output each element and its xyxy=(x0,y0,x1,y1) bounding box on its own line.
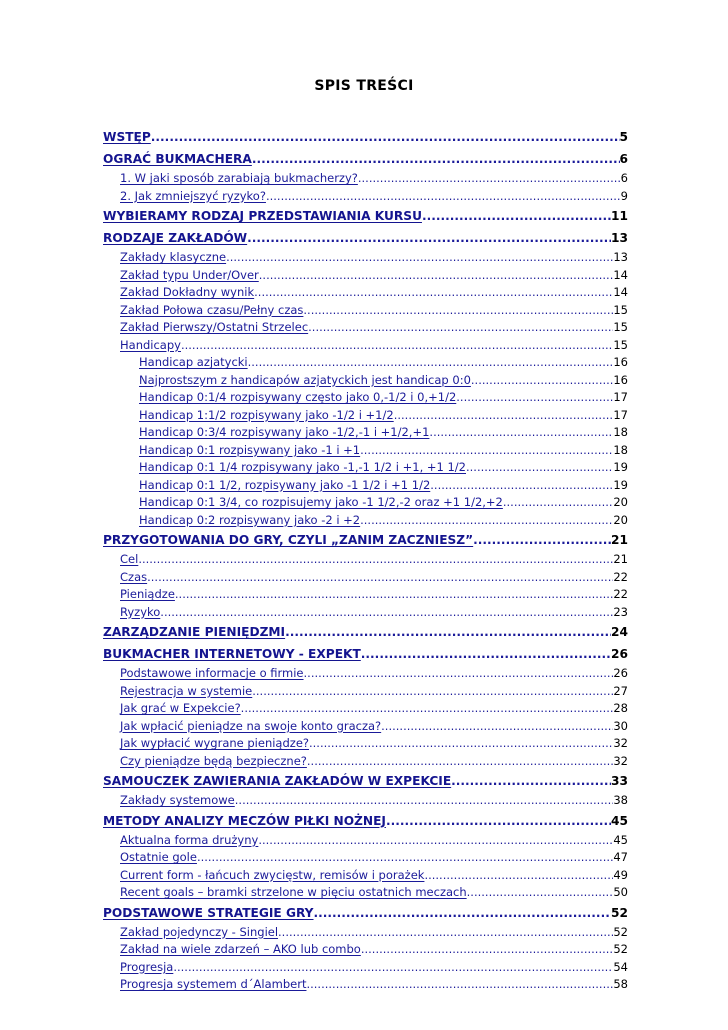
page-number: 32 xyxy=(613,753,628,768)
toc-entry-link[interactable]: Zakład Połowa czasu/Pełny czas xyxy=(120,302,304,317)
dot-leader xyxy=(160,604,613,622)
page-number: 14 xyxy=(613,267,628,282)
toc-entry-link[interactable]: Zakład typu Under/Over xyxy=(120,267,259,282)
dot-leader xyxy=(226,249,613,267)
page-number: 9 xyxy=(620,188,628,203)
toc-entry-link[interactable]: Handicap 0:1 rozpisywany jako -1 i +1 xyxy=(139,442,361,457)
toc-entry[interactable] xyxy=(103,569,628,587)
page-number: 18 xyxy=(613,425,628,439)
toc-entry[interactable] xyxy=(103,902,628,924)
toc-entry[interactable] xyxy=(103,459,628,477)
page-number: 45 xyxy=(613,832,628,847)
toc-entry[interactable] xyxy=(103,407,628,425)
dot-leader xyxy=(181,337,613,355)
page-number: 16 xyxy=(613,355,628,369)
toc-entry-link[interactable]: OGRAĆ BUKMACHERA xyxy=(103,152,252,166)
toc-entry-link[interactable]: RODZAJE ZAKŁADÓW xyxy=(103,231,248,245)
page-number: 19 xyxy=(613,460,628,474)
page-number: 20 xyxy=(613,512,628,527)
toc-entry-link[interactable]: Handicap 0:1 1/4 rozpisywany jako -1,-1 1/2 i +1, +1 1/2 xyxy=(139,460,466,474)
toc-entry[interactable] xyxy=(103,249,628,267)
toc-entry-link[interactable]: Ryzyko xyxy=(120,604,161,619)
page-number: 49 xyxy=(613,867,628,882)
toc-entry[interactable] xyxy=(103,227,628,249)
toc-entry[interactable] xyxy=(103,867,628,885)
toc-entry[interactable] xyxy=(103,643,628,665)
toc-entry[interactable] xyxy=(103,735,628,753)
dot-leader xyxy=(451,770,611,792)
dot-leader xyxy=(360,442,613,460)
toc-entry[interactable] xyxy=(103,512,628,530)
toc-entry-link[interactable]: Aktualna forma drużyny xyxy=(120,832,259,847)
toc-entry-link[interactable]: PODSTAWOWE STRATEGIE GRY xyxy=(103,905,314,920)
page-number: 26 xyxy=(613,666,628,680)
toc-entry-link[interactable]: 1. W jaki sposób zarabiają bukmacherzy? xyxy=(120,171,358,185)
toc-entry[interactable] xyxy=(103,494,628,512)
toc-entry-link[interactable]: BUKMACHER INTERNETOWY - EXPEKT xyxy=(103,647,361,661)
toc-entry[interactable] xyxy=(103,665,628,683)
toc-entry[interactable] xyxy=(103,354,628,372)
page-number: 15 xyxy=(613,320,628,334)
toc-entry-link[interactable]: Cel xyxy=(120,552,139,566)
table-of-contents xyxy=(103,126,628,994)
page-number: 38 xyxy=(613,793,628,807)
toc-entry-link[interactable]: Czy pieniądze będą bezpieczne? xyxy=(120,753,307,768)
dot-leader xyxy=(358,170,621,188)
toc-entry[interactable] xyxy=(103,148,628,170)
toc-entry[interactable] xyxy=(103,424,628,442)
page-number: 6 xyxy=(620,171,628,185)
toc-entry[interactable] xyxy=(103,389,628,407)
dot-leader xyxy=(473,529,611,551)
dot-leader xyxy=(278,924,613,942)
toc-entry-link[interactable]: Zakład na wiele zdarzeń – AKO lub combo xyxy=(120,942,361,956)
toc-entry[interactable] xyxy=(103,477,628,495)
toc-entry[interactable] xyxy=(103,770,628,792)
dot-leader xyxy=(429,424,613,442)
toc-entry[interactable] xyxy=(103,551,628,569)
toc-entry-link[interactable]: Podstawowe informacje o firmie xyxy=(120,666,304,680)
toc-entry[interactable] xyxy=(103,621,628,643)
toc-entry-link[interactable]: PRZYGOTOWANIA DO GRY, CZYLI „ZANIM ZACZNIESZ” xyxy=(103,533,474,547)
toc-entry[interactable] xyxy=(103,586,628,604)
page-title: SPIS TREŚCI xyxy=(314,78,414,94)
toc-entry[interactable] xyxy=(103,267,628,285)
dot-leader xyxy=(466,459,613,477)
page-number: 22 xyxy=(613,569,628,584)
dot-leader xyxy=(503,494,613,512)
toc-entry[interactable] xyxy=(103,884,628,902)
toc-entry-link[interactable]: Handicapy xyxy=(120,337,181,352)
toc-entry-link[interactable]: Zakłady klasyczne xyxy=(120,250,227,264)
page-number: 32 xyxy=(613,736,628,750)
page-number: 52 xyxy=(613,924,628,939)
dot-leader xyxy=(252,683,613,701)
toc-entry-link[interactable]: Handicap 0:3/4 rozpisywany jako -1/2,-1 i +1/2,+1 xyxy=(139,425,430,439)
toc-entry-link[interactable]: Handicap 0:1 1/2, rozpisywany jako -1 1/2 i +1 1/2 xyxy=(139,477,431,492)
toc-entry-link[interactable]: Zakład Dokładny wynik xyxy=(120,285,255,299)
toc-entry-link[interactable]: Najprostszym z handicapów azjatyckich jest handicap 0:0 xyxy=(139,372,471,387)
dot-leader xyxy=(235,792,614,810)
page-number: 18 xyxy=(613,442,628,457)
dot-leader xyxy=(306,976,613,994)
page-number: 23 xyxy=(613,604,628,619)
dot-leader xyxy=(308,319,613,337)
page-number: 17 xyxy=(613,407,628,422)
toc-entry[interactable] xyxy=(103,372,628,390)
toc-entry-link[interactable]: Czas xyxy=(120,569,148,584)
dot-leader xyxy=(303,302,613,320)
toc-entry[interactable] xyxy=(103,205,628,227)
toc-entry-link[interactable]: Current form - łańcuch zwycięstw, remisów i porażek xyxy=(120,867,425,882)
page-number: 45 xyxy=(611,813,628,828)
page-number: 15 xyxy=(613,302,628,317)
toc-entry[interactable] xyxy=(103,188,628,206)
page-number: 28 xyxy=(613,701,628,715)
toc-entry[interactable] xyxy=(103,302,628,320)
dot-leader xyxy=(424,867,613,885)
toc-entry[interactable] xyxy=(103,170,628,188)
page-number: 13 xyxy=(613,250,628,264)
page-number: 20 xyxy=(613,495,628,509)
toc-entry-link[interactable]: Jak grać w Expekcie? xyxy=(120,701,241,715)
page-number: 19 xyxy=(613,477,628,492)
page-number: 16 xyxy=(613,372,628,387)
toc-entry[interactable] xyxy=(103,126,628,148)
dot-leader xyxy=(381,718,613,736)
page-number: 17 xyxy=(613,390,628,404)
toc-entry-link[interactable]: Jak wypłacić wygrane pieniądze? xyxy=(120,736,309,750)
toc-entry[interactable] xyxy=(103,284,628,302)
toc-entry-link[interactable]: METODY ANALIZY MECZÓW PIŁKI NOŻNEJ xyxy=(103,813,386,828)
toc-entry-link[interactable]: Jak wpłacić pieniądze na swoje konto gracza? xyxy=(120,718,382,733)
toc-entry[interactable] xyxy=(103,442,628,460)
page-number: 26 xyxy=(611,647,628,661)
toc-entry-link[interactable]: Zakład pojedynczy - Singiel xyxy=(120,924,279,939)
dot-leader xyxy=(471,372,613,390)
toc-entry[interactable] xyxy=(103,604,628,622)
dot-leader xyxy=(422,205,611,227)
toc-entry[interactable] xyxy=(103,319,628,337)
toc-entry[interactable] xyxy=(103,924,628,942)
dot-leader xyxy=(361,643,611,665)
page-number: 52 xyxy=(613,942,628,956)
dot-leader xyxy=(241,700,614,718)
toc-entry-link[interactable]: Ostatnie gole xyxy=(120,850,197,864)
page-number: 58 xyxy=(613,977,628,991)
page-number: 14 xyxy=(613,285,628,299)
dot-leader xyxy=(285,621,611,643)
dot-leader xyxy=(314,902,612,924)
dot-leader xyxy=(360,512,613,530)
toc-entry[interactable] xyxy=(103,683,628,701)
toc-entry[interactable] xyxy=(103,976,628,994)
dot-leader xyxy=(151,126,620,148)
dot-leader xyxy=(252,148,620,170)
dot-leader xyxy=(147,569,613,587)
page-number: 11 xyxy=(611,209,628,223)
dot-leader xyxy=(173,959,613,977)
toc-entry[interactable] xyxy=(103,337,628,355)
toc-entry[interactable] xyxy=(103,959,628,977)
dot-leader xyxy=(266,188,621,206)
toc-entry-link[interactable]: Handicap 0:1/4 rozpisywany często jako 0,-1/2 i 0,+1/2 xyxy=(139,390,457,404)
toc-entry-link[interactable]: Progresja xyxy=(120,959,174,974)
page-number: 24 xyxy=(611,625,628,639)
dot-leader xyxy=(259,267,614,285)
toc-entry-link[interactable]: Handicap 0:2 rozpisywany jako -2 i +2 xyxy=(139,512,361,527)
toc-entry[interactable] xyxy=(103,941,628,959)
page-number: 30 xyxy=(613,718,628,733)
page-number: 33 xyxy=(611,774,628,788)
toc-entry-link[interactable]: Handicap azjatycki xyxy=(139,355,248,369)
page-number: 15 xyxy=(613,337,628,352)
dot-leader xyxy=(304,665,614,683)
toc-entry[interactable] xyxy=(103,529,628,551)
toc-entry[interactable] xyxy=(103,849,628,867)
page-number: 22 xyxy=(613,587,628,601)
dot-leader xyxy=(175,586,613,604)
page-number: 5 xyxy=(619,130,628,144)
dot-leader xyxy=(361,941,614,959)
dot-leader xyxy=(467,884,614,902)
toc-entry[interactable] xyxy=(103,792,628,810)
toc-entry-link[interactable]: WYBIERAMY RODZAJ PRZEDSTAWIANIA KURSU xyxy=(103,209,422,223)
toc-entry-link[interactable]: Zakład Pierwszy/Ostatni Strzelec xyxy=(120,320,309,334)
page-number: 50 xyxy=(613,885,628,899)
toc-entry-link[interactable]: Handicap 0:1 3/4, co rozpisujemy jako -1 1/2,-2 oraz +1 1/2,+2 xyxy=(139,495,503,509)
toc-entry-link[interactable]: Zakłady systemowe xyxy=(120,793,235,807)
toc-entry[interactable] xyxy=(103,700,628,718)
toc-entry-link[interactable]: Handicap 1:1/2 rozpisywany jako -1/2 i +1/2 xyxy=(139,407,394,422)
dot-leader xyxy=(248,354,614,372)
dot-leader xyxy=(247,227,611,249)
toc-entry[interactable] xyxy=(103,832,628,850)
toc-entry-link[interactable]: Rejestracja w systemie xyxy=(120,683,253,698)
toc-entry-link[interactable]: Pieniądze xyxy=(120,587,175,601)
toc-entry-link[interactable]: 2. Jak zmniejszyć ryzyko? xyxy=(120,188,266,203)
toc-entry-link[interactable]: WSTĘP xyxy=(103,130,151,144)
page-number: 52 xyxy=(611,905,628,920)
dot-leader xyxy=(309,735,613,753)
page-number: 6 xyxy=(619,152,628,166)
page-number: 27 xyxy=(613,683,628,698)
page-number: 47 xyxy=(613,850,628,864)
toc-entry-link[interactable]: SAMOUCZEK ZAWIERANIA ZAKŁADÓW W EXPEKCIE xyxy=(103,774,452,788)
toc-entry[interactable] xyxy=(103,810,628,832)
dot-leader xyxy=(307,753,613,771)
toc-entry-link[interactable]: ZARZĄDZANIE PIENIĘDZMI xyxy=(103,625,286,639)
toc-entry[interactable] xyxy=(103,718,628,736)
page-number: 21 xyxy=(613,552,628,566)
dot-leader xyxy=(430,477,613,495)
dot-leader xyxy=(456,389,613,407)
dot-leader xyxy=(258,832,613,850)
page-number: 54 xyxy=(613,959,628,974)
dot-leader xyxy=(138,551,613,569)
dot-leader xyxy=(197,849,613,867)
toc-entry-link[interactable]: Progresja systemem d´Alambert xyxy=(120,977,307,991)
page-number: 13 xyxy=(611,231,628,245)
toc-entry-link[interactable]: Recent goals – bramki strzelone w pięciu ostatnich meczach xyxy=(120,885,467,899)
page-number: 21 xyxy=(611,533,628,547)
dot-leader xyxy=(386,810,611,832)
toc-entry[interactable] xyxy=(103,753,628,771)
dot-leader xyxy=(254,284,613,302)
dot-leader xyxy=(394,407,614,425)
